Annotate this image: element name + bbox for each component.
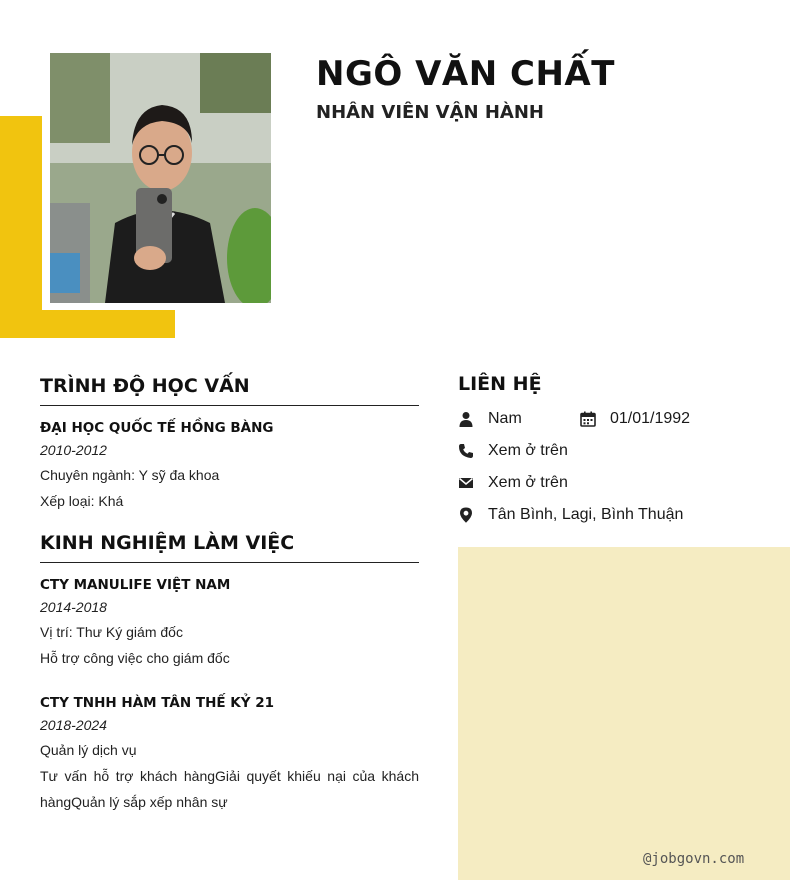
profile-photo <box>50 53 271 303</box>
education-period: 2010-2012 <box>40 442 107 458</box>
candidate-job-title: NHÂN VIÊN VẬN HÀNH <box>316 102 544 123</box>
experience-detail: Hỗ trợ công việc cho giám đốc <box>40 650 230 666</box>
contact-row-address <box>458 499 768 531</box>
phone-icon <box>458 443 474 459</box>
calendar-icon <box>580 411 596 427</box>
experience-entry <box>40 575 419 671</box>
watermark: @jobgovn.com <box>643 851 745 867</box>
gender-value: Nam <box>488 410 522 427</box>
decorative-panel <box>458 547 790 880</box>
experience-period: 2014-2018 <box>40 599 107 615</box>
experience-detail: Vị trí: Thư Ký giám đốc <box>40 624 183 640</box>
experience-company: CTY MANULIFE VIỆT NAM <box>40 577 231 593</box>
experience-detail: Quản lý dịch vụ <box>40 742 137 758</box>
address-value: Tân Bình, Lagi, Bình Thuận <box>488 506 684 523</box>
contact-section <box>458 373 768 531</box>
education-school: ĐẠI HỌC QUỐC TẾ HỒNG BÀNG <box>40 420 274 436</box>
education-entry <box>40 418 419 514</box>
experience-company: CTY TNHH HÀM TÂN THẾ KỶ 21 <box>40 695 275 711</box>
email-value: Xem ở trên <box>488 474 568 491</box>
phone-value: Xem ở trên <box>488 442 568 459</box>
experience-section-title: KINH NGHIỆM LÀM VIỆC <box>40 532 419 563</box>
left-column <box>40 375 419 833</box>
dob-field <box>580 410 690 428</box>
contact-section-title: LIÊN HỆ <box>458 373 542 395</box>
education-section <box>40 375 419 514</box>
person-icon <box>458 411 474 427</box>
education-section-title: TRÌNH ĐỘ HỌC VẤN <box>40 375 419 406</box>
mail-icon <box>458 475 474 491</box>
contact-row-email <box>458 467 768 499</box>
gender-field <box>458 410 568 428</box>
contact-row-gender-dob <box>458 403 768 435</box>
dob-value: 01/01/1992 <box>610 410 691 427</box>
candidate-name: NGÔ VĂN CHẤT <box>316 54 615 94</box>
experience-detail: Tư vấn hỗ trợ khách hàngGiải quyết khiếu nại của khách hàngQuản lý sắp xếp nhân sự <box>40 768 419 810</box>
accent-bar-horizontal <box>0 310 175 338</box>
accent-bar-vertical <box>0 116 42 338</box>
contact-row-phone <box>458 435 768 467</box>
education-grade: Xếp loại: Khá <box>40 493 124 509</box>
experience-entry <box>40 693 419 815</box>
location-pin-icon <box>458 507 474 523</box>
experience-section <box>40 532 419 815</box>
education-major: Chuyên ngành: Y sỹ đa khoa <box>40 467 220 483</box>
profile-photo-illustration <box>50 53 271 303</box>
experience-period: 2018-2024 <box>40 717 107 733</box>
